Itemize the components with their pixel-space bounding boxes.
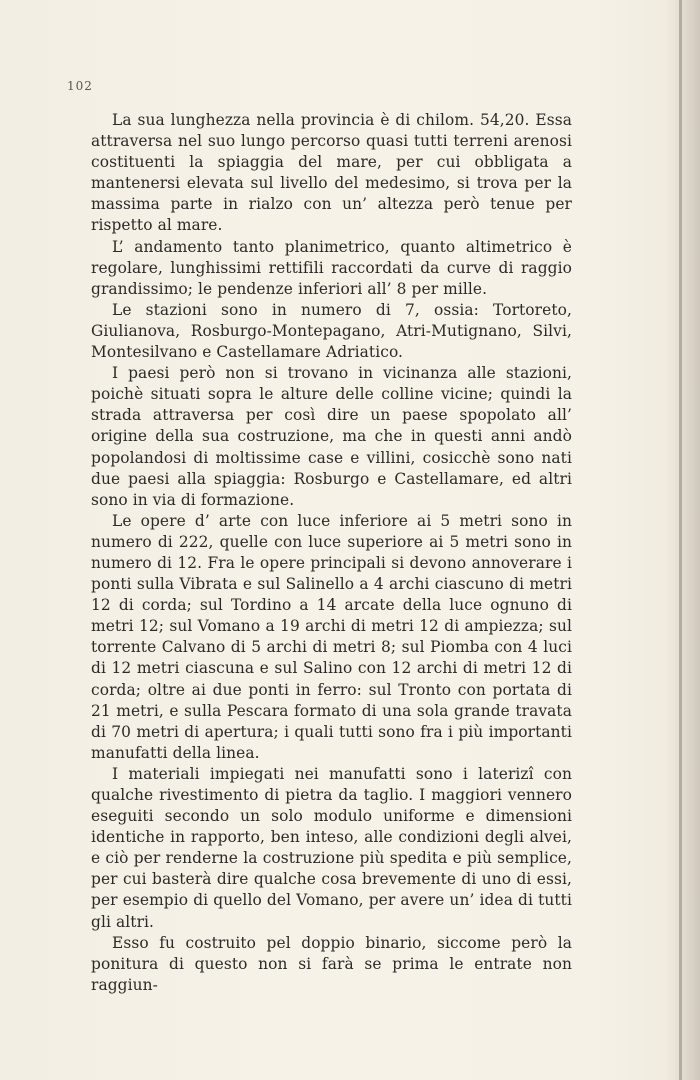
paragraph-alignment: L’ andamento tanto planimetrico, quanto altimetrico è regolare, lunghissimi rettifili raccordati da curve di raggio grandissimo; le pendenze inferiori all’ 8 per mille. xyxy=(91,237,572,298)
paragraph-villages: I paesi però non si trovano in vicinanza alle stazioni, poichè situati sopra le alture delle colline vicine; quindi la strada attraversa per così dire un paese spopolato all’ origine della sua costruzione, ma che in questi anni andò popolandosi di moltissime case e villini, cosicchè sono nati due paesi alla spiaggia: Rosburgo e Castellamare, ed altri sono in via di formazione. xyxy=(91,364,572,509)
paragraph-double-track: Esso fu costruito pel doppio binario, siccome però la ponitura di questo non si farà se prima le entrate non raggiun- xyxy=(91,933,572,994)
spine-shadow xyxy=(666,0,700,1080)
paragraph-length: La sua lunghezza nella provincia è di chilom. 54,20. Essa attraversa nel suo lungo percorso quasi tutti terreni arenosi costituenti la spiaggia del mare, per cui obbligata a mantenersi elevata sul livello del medesimo, si trova per la massima parte in rialzo con un’ altezza però tenue per rispetto al mare. xyxy=(91,111,572,235)
spine-edge xyxy=(679,0,682,1080)
body-text xyxy=(91,110,572,996)
paragraph-works: Le opere d’ arte con luce inferiore ai 5 metri sono in numero di 222, quelle con luce superiore ai 5 metri sono in numero di 12. Fra le opere principali si devono annoverare i ponti sulla Vibrata e sul Salinello a 4 archi ciascuno di metri 12 di corda; sul Tordino a 14 arcate della luce ognuno di metri 12; sul Vomano a 19 archi di metri 12 di ampiezza; sul torrente Calvano di 5 archi di metri 8; sul Piomba con 4 luci di 12 metri ciascuna e sul Salino con 12 archi di metri 12 di corda; oltre ai due ponti in ferro: sul Tronto con portata di 21 metri, e sulla Pescara formato di una sola grande travata di 70 metri di apertura; i quali tutti sono fra i più importanti manufatti della linea. xyxy=(91,511,572,762)
page-number: 102 xyxy=(67,79,93,93)
paragraph-materials: I materiali impiegati nei manufatti sono i laterizî con qualche rivestimento di pietra da taglio. I maggiori vennero eseguiti secondo un solo modulo uniforme e dimensioni identiche in rapporto, ben inteso, alle condizioni degli alvei, e ciò per renderne la costruzione più spedita e più semplice, per cui basterà dire qualche cosa brevemente di uno di essi, per esempio di quello del Vomano, per avere un’ idea di tutti gli altri. xyxy=(91,764,572,931)
paragraph-stations: Le stazioni sono in numero di 7, ossia: Tortoreto, Giulianova, Rosburgo-Montepagano, Atri-Mutignano, Silvi, Montesilvano e Castellamare Adriatico. xyxy=(91,300,572,362)
